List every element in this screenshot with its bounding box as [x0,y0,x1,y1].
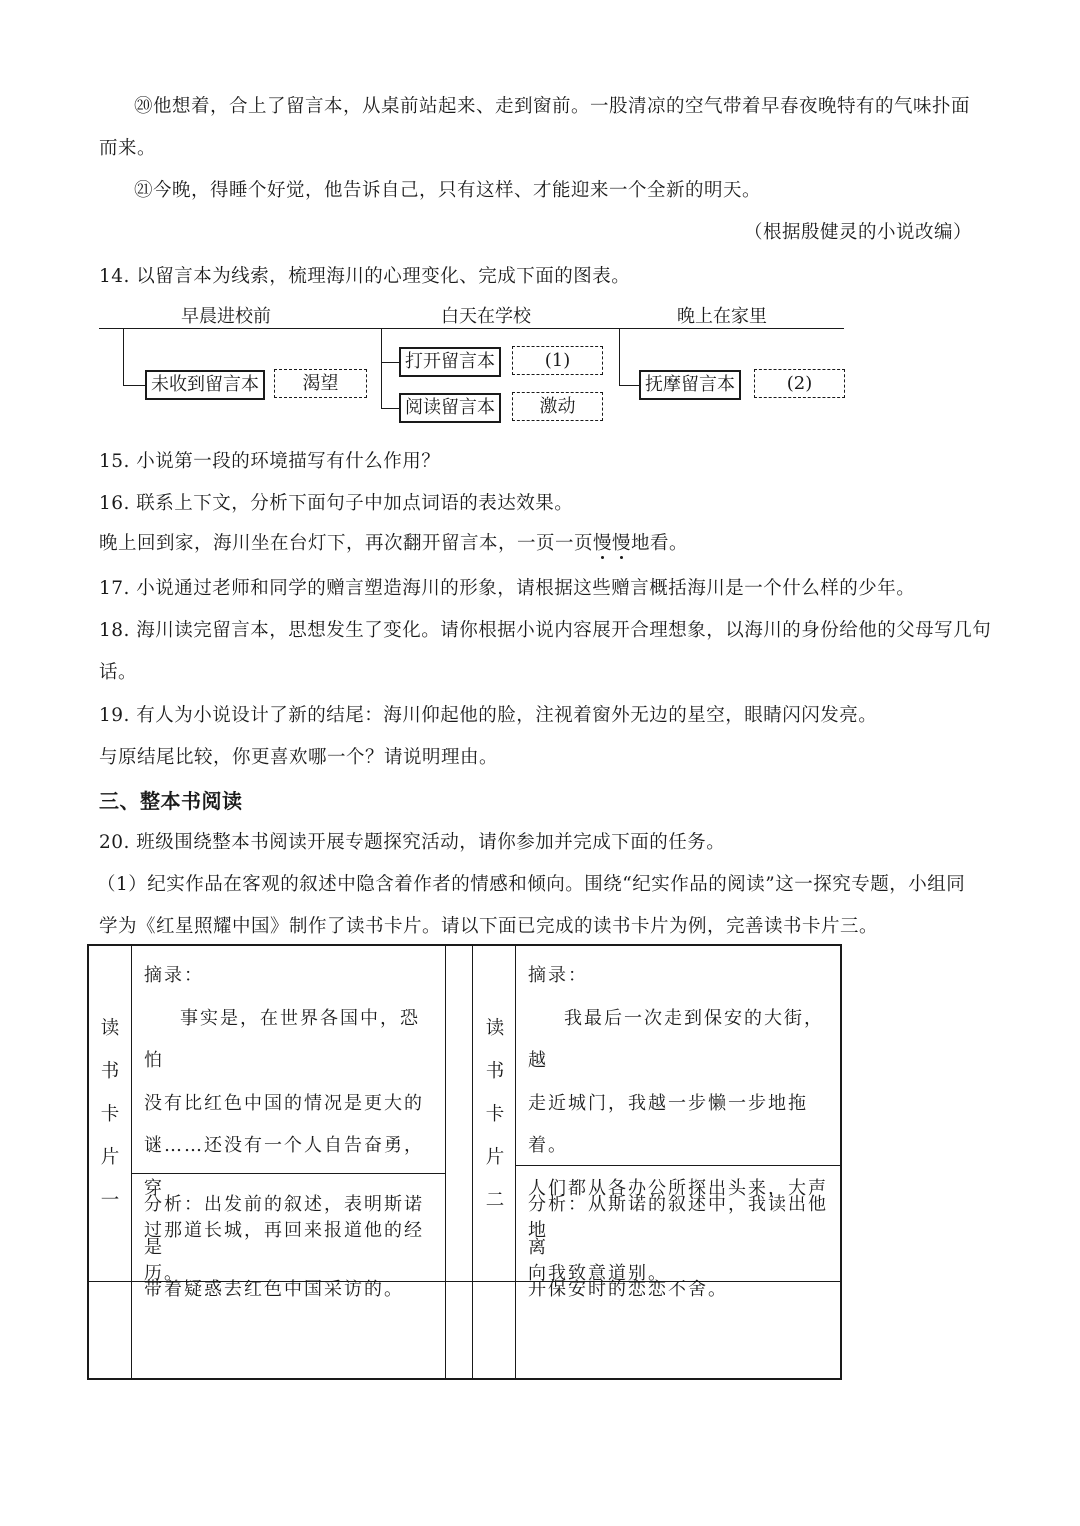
connector [381,362,399,363]
table-divider [131,946,132,1378]
paragraph-21: ㉑今晚，得睡个好觉，他告诉自己，只有这样、才能迎来一个全新的明天。 [134,180,762,201]
paragraph-20-line-2: 而来。 [99,138,157,159]
table-divider [472,946,473,1378]
card-2-analysis: 分析：从斯诺的叙述中，我读出他离 开保安时的恋恋不舍。 [528,1194,828,1300]
card-1-excerpt: 摘录： 事实是，在世界各国中，恐怕 没有比红色中国的情况是更大的 谜……还没有一个人自告奋勇，穿 过那道长城，再回来报道他的经历。 [144,955,439,1295]
question-20-1-line-2: 学为《红星照耀中国》制作了读书卡片。请以下面已完成的读书卡片为例，完善读书卡片三。 [99,916,879,937]
stage-evening: 晚上在家里 [677,306,767,327]
stage-morning: 早晨进校前 [181,306,271,327]
stage-daytime: 白天在学校 [441,306,531,327]
reading-card-table [87,944,842,1380]
connector [619,385,639,386]
question-14: 14. 以留言本为线索，梳理海川的心理变化、完成下面的图表。 [99,266,631,287]
source-note: （根据殷健灵的小说改编） [743,222,972,243]
box-read: 阅读留言本 [399,393,501,423]
card-1-analysis: 分析：出发前的叙述，表明斯诺是 带着疑惑去红色中国采访的。 [144,1194,424,1300]
question-18-line-2: 话。 [99,662,138,683]
table-divider [445,946,446,1378]
table-divider [515,946,516,1378]
section-heading: 三、整本书阅读 [99,789,243,813]
question-16-sentence: 晚上回到家，海川坐在台灯下，再次翻开留言本，一页一页慢慢地看。 [99,533,689,554]
mood-flowchart [99,296,859,436]
box-not-received: 未收到留言本 [145,370,265,400]
connector [381,328,382,408]
question-20-1-line-1: （1）纪实作品在客观的叙述中隐含着作者的情感和倾向。围绕“纪实作品的阅读”这一探究专题，小组同 [97,874,966,895]
dotted-character: 慢 [593,533,613,554]
timeline-line [99,328,844,329]
question-18-line-1: 18. 海川读完留言本，思想发生了变化。请你根据小说内容展开合理想象，以海川的身份给他的父母写几句 [99,620,992,641]
blank-2: (2) [754,369,845,398]
connector [123,328,124,385]
dotted-character: 慢 [612,533,632,554]
card-1-label: 读 书 卡 片 一 [100,1018,120,1211]
paragraph-20-line-1: ⑳他想着，合上了留言本，从桌前站起来、走到窗前。一股清凉的空气带着早春夜晚特有的气味扑面 [134,96,971,117]
card-2-label: 读 书 卡 片 二 [485,1018,505,1211]
feeling-longing: 渴望 [274,369,367,398]
question-19-line-1: 19. 有人为小说设计了新的结尾：海川仰起他的脸，注视着窗外无边的星空，眼睛闪闪发亮。 [99,705,878,726]
connector [381,408,399,409]
connector [619,328,620,385]
feeling-excited: 激动 [512,392,603,421]
card-3-blank [144,1291,439,1371]
excerpt-label: 摘录： [144,965,204,986]
blank-1: (1) [512,346,603,375]
box-open: 打开留言本 [399,347,501,377]
excerpt-label: 摘录： [528,965,588,986]
question-19-line-2: 与原结尾比较，你更喜欢哪一个？请说明理由。 [99,747,499,768]
question-16: 16. 联系上下文，分析下面句子中加点词语的表达效果。 [99,493,574,514]
question-17: 17. 小说通过老师和同学的赠言塑造海川的形象，请根据这些赠言概括海川是一个什么样的少年。 [99,578,916,599]
box-stroke: 抚摩留言本 [639,370,741,400]
question-20: 20. 班级围绕整本书阅读开展专题探究活动，请你参加并完成下面的任务。 [99,832,726,853]
question-15: 15. 小说第一段的环境描写有什么作用？ [99,451,441,472]
card-2-excerpt: 摘录： 我最后一次走到保安的大街，越 走近城门，我越一步懒一步地拖着。 人们都从各办公所探出头来，大声地 向我致意道别。 [528,955,838,1295]
connector [123,385,145,386]
